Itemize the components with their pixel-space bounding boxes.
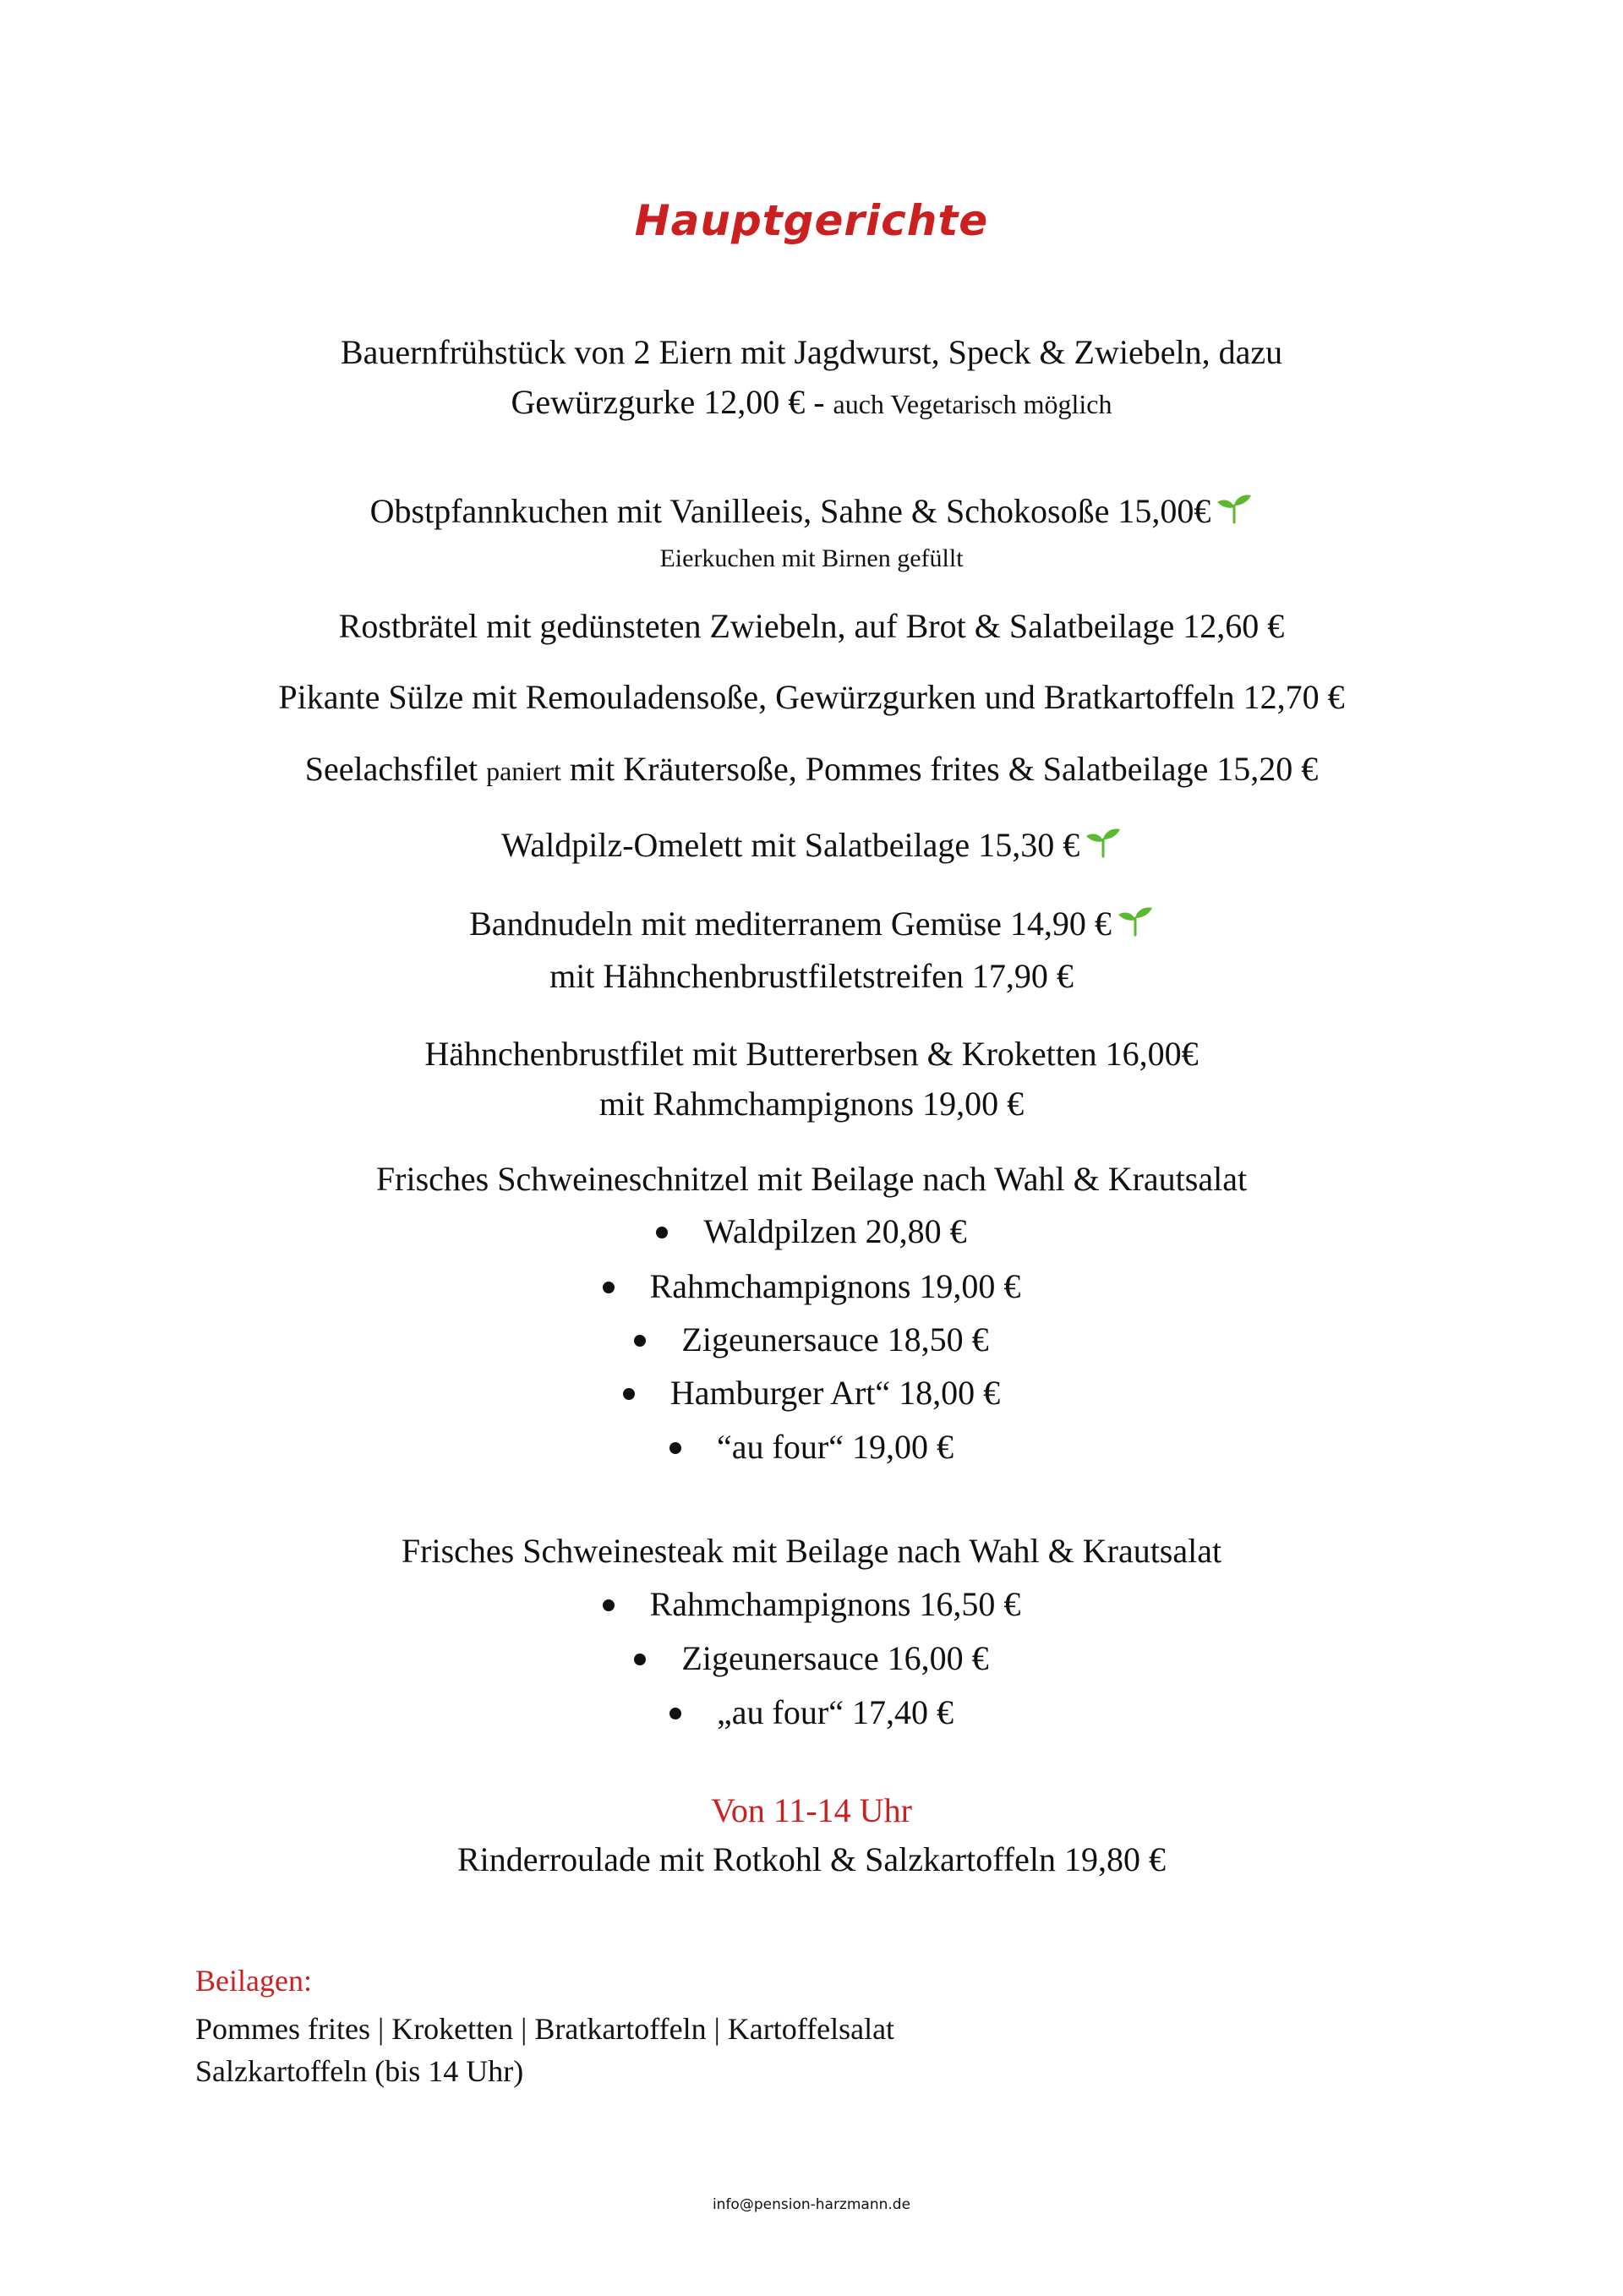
bullet-icon bbox=[669, 1442, 681, 1454]
sides-line: Pommes frites | Kroketten | Bratkartoffeln | Kartoffelsalat bbox=[195, 2012, 895, 2046]
sides-heading: Beilagen: bbox=[195, 1964, 312, 1998]
bullet-icon bbox=[623, 1388, 635, 1400]
list-item: Hamburger Art“ 18,00 € bbox=[0, 1372, 1623, 1414]
list-item: Rahmchampignons 19,00 € bbox=[0, 1266, 1623, 1308]
dish-schweinesteak: Frisches Schweinesteak mit Beilage nach Wahl & Krautsalat bbox=[401, 1532, 1222, 1570]
sprout-icon bbox=[1085, 823, 1122, 860]
sprout-icon bbox=[1216, 489, 1253, 526]
dish-rinderroulade: Rinderroulade mit Rotkohl & Salzkartoffeln 19,80 € bbox=[456, 1840, 1166, 1878]
dish-bandnudeln bbox=[0, 901, 1623, 945]
bullet-icon bbox=[634, 1335, 646, 1347]
list-item: Zigeunersauce 18,50 € bbox=[0, 1319, 1623, 1361]
dish-haehnchenbrustfilet-variant: mit Rahmchampignons 19,00 € bbox=[598, 1085, 1025, 1123]
bullet-icon bbox=[603, 1282, 615, 1293]
list-item: Rahmchampignons 16,50 € bbox=[0, 1583, 1623, 1626]
footer-email[interactable]: info@pension-harzmann.de bbox=[712, 2196, 911, 2213]
dish-text: Waldpilz-Omelett mit Salatbeilage 15,30 € bbox=[500, 826, 1080, 864]
list-item: “au four“ 19,00 € bbox=[0, 1426, 1623, 1468]
page-title: Hauptgerichte bbox=[634, 196, 989, 245]
bullet-icon bbox=[603, 1599, 615, 1611]
dish-haehnchenbrustfilet: Hähnchenbrustfilet mit Buttererbsen & Kroketten 16,00€ bbox=[424, 1035, 1199, 1073]
sprout-icon bbox=[1117, 901, 1154, 938]
dish-suelze: Pikante Sülze mit Remouladensoße, Gewürzgurken und Bratkartoffeln 12,70 € bbox=[278, 678, 1345, 716]
dish-note: paniert bbox=[486, 756, 561, 786]
dish-text: Obstpfannkuchen mit Vanilleeis, Sahne & Schokosoße 15,00€ bbox=[369, 492, 1211, 530]
dish-waldpilz-omelett bbox=[0, 823, 1623, 866]
dish-text: Bandnudeln mit mediterranem Gemüse 14,90 € bbox=[469, 905, 1112, 943]
dish-bauernfruehstueck-line2 bbox=[0, 381, 1623, 425]
dish-text: mit Kräutersoße, Pommes frites & Salatbeilage 15,20 € bbox=[560, 750, 1319, 788]
sides-line: Salzkartoffeln (bis 14 Uhr) bbox=[195, 2054, 524, 2088]
dish-obstpfannkuchen bbox=[0, 489, 1623, 533]
bullet-icon bbox=[634, 1654, 646, 1665]
list-item: „au four“ 17,40 € bbox=[0, 1692, 1623, 1734]
dish-text: Gewürzgurke 12,00 € - bbox=[511, 383, 833, 421]
bullet-icon bbox=[669, 1708, 681, 1719]
dish-note: auch Vegetarisch möglich bbox=[833, 389, 1112, 419]
dish-note: Eierkuchen mit Birnen gefüllt bbox=[659, 544, 964, 572]
time-note: Von 11-14 Uhr bbox=[711, 1791, 912, 1829]
dish-text: Seelachsfilet bbox=[304, 750, 487, 788]
list-item: Waldpilzen 20,80 € bbox=[0, 1211, 1623, 1253]
dish-bauernfruehstueck-line1: Bauernfrühstück von 2 Eiern mit Jagdwurst, Speck & Zwiebeln, dazu bbox=[340, 333, 1283, 371]
bullet-icon bbox=[656, 1227, 668, 1238]
dish-bandnudeln-variant: mit Hähnchenbrustfiletstreifen 17,90 € bbox=[549, 957, 1074, 995]
list-item: Zigeunersauce 16,00 € bbox=[0, 1637, 1623, 1680]
dish-rostbraetel: Rostbrätel mit gedünsteten Zwiebeln, auf Brot & Salatbeilage 12,60 € bbox=[338, 607, 1285, 645]
dish-seelachsfilet bbox=[0, 748, 1623, 792]
dish-schweineschnitzel: Frisches Schweineschnitzel mit Beilage nach Wahl & Krautsalat bbox=[375, 1160, 1248, 1198]
